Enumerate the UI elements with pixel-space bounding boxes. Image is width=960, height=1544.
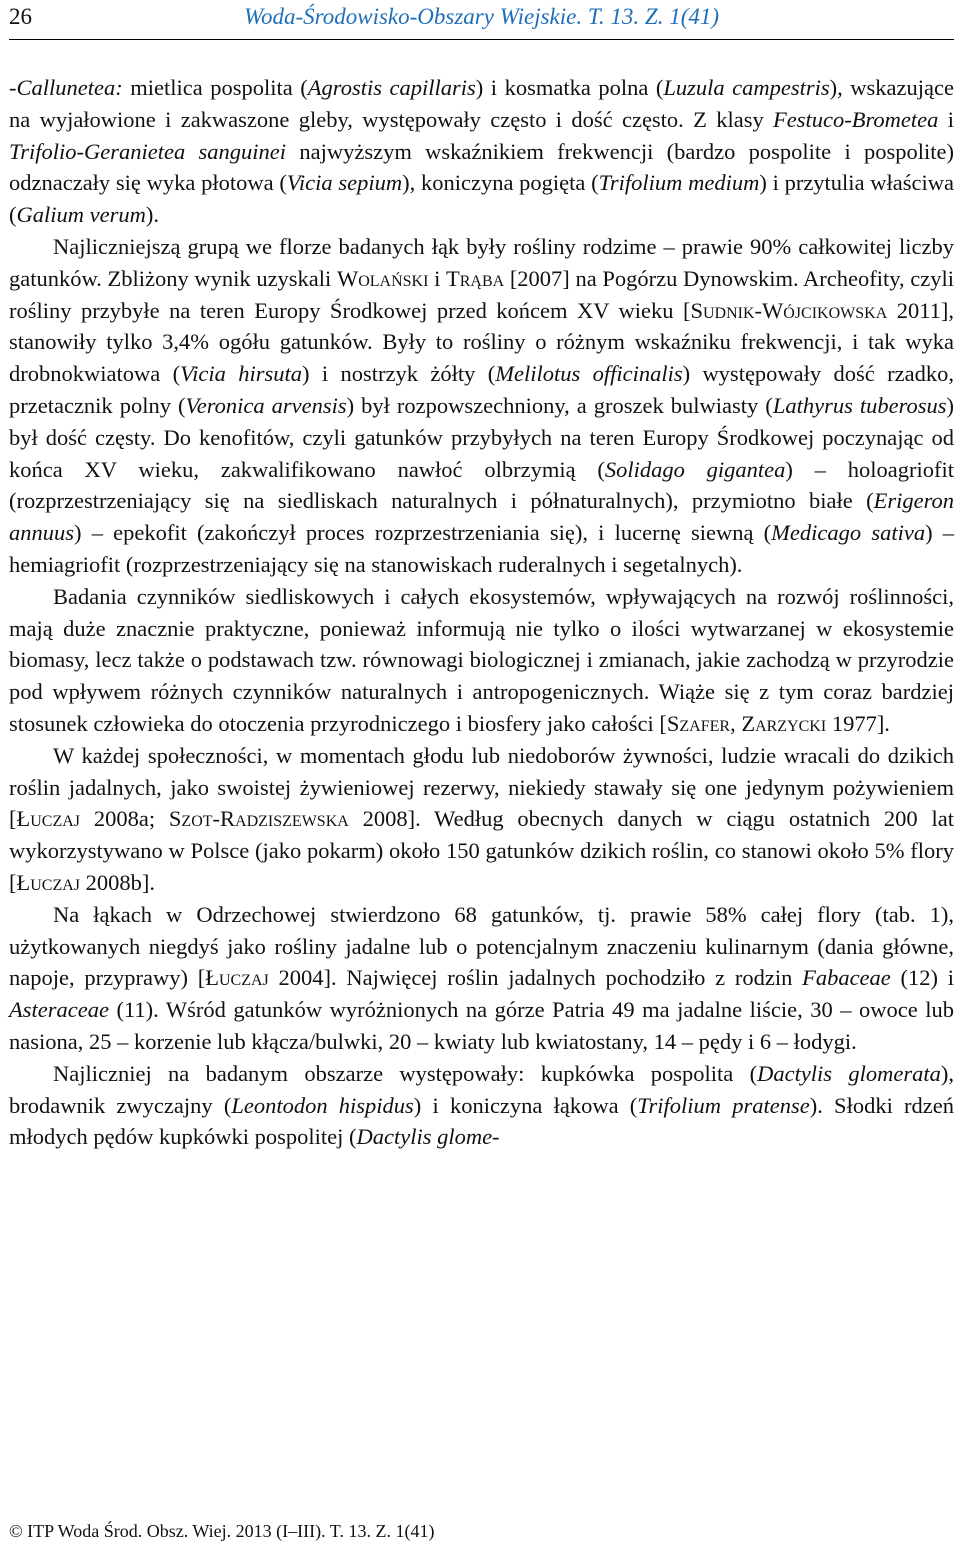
text-run: najwyższym wskaźnikiem frekwencji (bardzo pospolite i pospolite) odznaczały się wyka płotowa ( (9, 138, 954, 196)
page-header (9, 4, 954, 32)
text-run: 2008b]. (80, 869, 156, 895)
text-run: Badania czynników siedliskowych i całych ekosystemów, wpływających na rozwój roślinności, mają duże znacznie praktyczne, ponieważ informują nie tylko o ilości wytwarzanej w ekosystemie biomasy, lecz także o podstawach tzw. równowagi biologicznej i zmianach, jakie zachodzą w przyrodzie pod wpływem różnych czynników naturalnych i antropogenicznych. Wiąże się z tym coraz bardziej stosunek człowieka do otoczenia przyrodniczego i biosfery jako całości [ (9, 583, 954, 736)
latin-name: Luzula campestris (663, 75, 830, 100)
text-run: 1977]. (826, 710, 890, 736)
text-run: Na łąkach w Odrzechowej stwierdzono 68 gatunków, tj. prawie 58% całej flory (tab. 1), użytkowanych niegdyś jako rośliny jadalne lub o potencjalnym znaczeniu kulinarnym (dania główne, napoje, przyprawy) [ (9, 901, 954, 991)
latin-name: Festuco-Brometea (773, 106, 939, 132)
paragraph (9, 231, 954, 581)
text-run: 2008a; (80, 806, 169, 832)
running-title: Woda-Środowisko-Obszary Wiejskie. T. 13. Z. 1(41) (243, 4, 720, 29)
latin-name: Veronica arvensis (185, 392, 347, 418)
text-run: Najliczniejszą grupą we florze badanych łąk były rośliny rodzime – prawie 90% całkowitej liczby gatunków. Zbliżony wynik uzyskali (9, 233, 954, 291)
latin-name: Galium verum (16, 202, 146, 228)
citation-author: Łuczaj (205, 965, 269, 991)
text-run: W każdej społeczności, w momentach głodu lub niedoborów żywności, ludzie wracali do dzikich roślin jadalnych, jako swoistej żywieniowej rezerwy, niekiedy stawały się one jedynym pożywieniem [ (9, 742, 954, 832)
text-run: 2011], stanowiły tylko 3,4% ogółu gatunków. Były to rośliny o różnym wskaźniku frekwencji, i tak wyka drobnokwiatowa ( (9, 297, 954, 387)
latin-name: Leontodon hispidus (231, 1092, 414, 1118)
copyright-footer: © ITP Woda Środ. Obsz. Wiej. 2013 (I–III). T. 13. Z. 1(41) (9, 1521, 435, 1541)
text-run: ) i nostrzyk żółty ( (302, 361, 496, 387)
text-run: ) – epekofit (zakończył proces rozprzestrzeniania się), i lucernę siewną ( (74, 520, 772, 546)
latin-name: Vicia hirsuta (180, 361, 303, 387)
latin-name: Solidago gigantea (604, 456, 786, 482)
text-run: ), koniczyna pogięta ( (402, 170, 599, 196)
text-run: ) i koniczyna łąkowa ( (413, 1092, 638, 1118)
text-run: mietlica pospolita ( (122, 75, 308, 100)
citation-author: Trąba (445, 265, 505, 291)
text-run: ). Słodki rdzeń młodych pędów kupkówki pospolitej ( (9, 1092, 954, 1150)
paragraph (9, 740, 954, 899)
paragraph (9, 72, 954, 231)
paragraph (9, 899, 954, 1058)
text-run: ). (145, 202, 159, 228)
text-run: ) występowały dość rzadko, przetacznik polny ( (9, 361, 954, 418)
text-run: (11). Wśród gatunków wyróżnionych na górze Patria 49 ma jadalne liście, 30 – owoce lub nasiona, 25 – korzenie lub kłącza/bulwki, 20 – kwiaty lub kwiatostany, 14 – pędy i 6 – łodygi. (9, 997, 954, 1054)
text-run: ) był rozpowszechniony, a groszek bulwiasty ( (346, 392, 773, 418)
citation-author: Szafer, Zarzycki (666, 710, 827, 736)
latin-name: Trifolium medium (598, 170, 760, 196)
latin-name: -Callunetea: (9, 75, 123, 100)
paragraph (9, 1058, 954, 1153)
header-rule (9, 39, 954, 40)
latin-name: Trifolio-Geranietea sanguinei (9, 138, 287, 164)
text-run: (12) i (890, 965, 954, 991)
latin-name: Medicago sativa (771, 520, 926, 546)
citation-author: Łuczaj (16, 806, 81, 832)
text-run: ) i przytulia właściwa ( (9, 170, 954, 228)
text-run: ) i kosmatka polna ( (475, 75, 664, 100)
article-body (9, 72, 954, 1153)
page-number: 26 (9, 4, 32, 29)
citation-author: Sudnik-Wójcikowska (690, 297, 888, 323)
citation-author: Szot-Radziszewska (168, 806, 349, 832)
text-run: 2004]. Najwięcej roślin jadalnych pochodziło z rodzin (268, 965, 803, 991)
text-run: i (428, 265, 446, 291)
latin-name: Fabaceae (802, 965, 891, 991)
text-run: ) – holoagriofit (rozprzestrzeniający się na siedliskach naturalnych i półnaturalnych), przymiotno białe ( (9, 456, 954, 514)
latin-name: Dactylis glomerata (757, 1060, 941, 1086)
latin-name: Trifolium pratense (637, 1092, 810, 1118)
text-run: ), wskazujące na wyjałowione i zakwaszone gleby, występowały często i dość często. Z klasy (9, 75, 954, 132)
latin-name: Melilotus officinalis (495, 361, 683, 387)
citation-author: Łuczaj (16, 869, 81, 895)
paragraph (9, 581, 954, 740)
latin-name: Asteraceae (9, 997, 109, 1023)
latin-name: Erigeron annuus (9, 488, 954, 546)
citation-author: Wolański (336, 265, 429, 291)
text-run: i (938, 106, 954, 132)
text-run: Najliczniej na badanym obszarze występowały: kupkówka pospolita ( (53, 1060, 758, 1086)
latin-name: Lathyrus tuberosus (772, 392, 947, 418)
text-run: ) był dość częsty. Do kenofitów, czyli gatunków przybyłych na teren Europy Środkowej poczynając od końca XV wieku, zakwalifikowano nawłoć olbrzymią ( (9, 392, 955, 482)
text-run: [2007] na Pogórzu Dynowskim. Archeofity, czyli rośliny przybyłe na teren Europy Środkowej przed końcem XV wieku [ (9, 265, 954, 323)
latin-name: Vicia sepium (286, 170, 403, 196)
latin-name: Agrostis capillaris (307, 75, 476, 100)
latin-name: Dactylis glome- (356, 1124, 500, 1150)
text-run: ), brodawnik zwyczajny ( (9, 1060, 955, 1118)
text-run: ) – hemiagriofit (rozprzestrzeniający się na stanowiskach ruderalnych i segetalnych). (9, 520, 955, 577)
text-run: 2008]. Według obecnych danych w ciągu ostatnich 200 lat wykorzystywano w Polsce (jako pokarm) około 150 gatunków dzikich roślin, co stanowi około 5% flory [ (9, 806, 954, 895)
